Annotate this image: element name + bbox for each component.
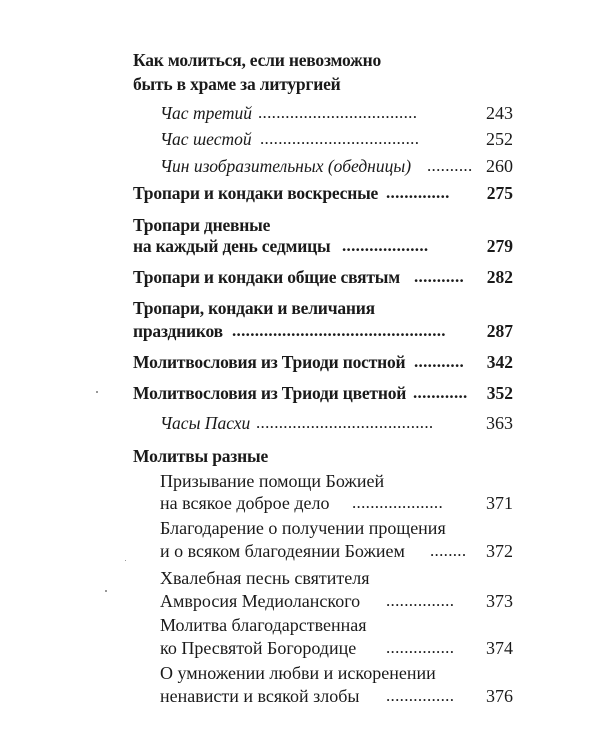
toc-page-number: 374 xyxy=(486,638,513,658)
scan-speck xyxy=(96,391,98,393)
toc-heading-text: Хвалебная песнь святителя xyxy=(160,568,370,588)
toc-entry[interactable] xyxy=(0,538,600,564)
toc-leader-dots: ............ xyxy=(413,383,468,402)
toc-entry[interactable] xyxy=(0,380,600,406)
toc-leader-dots: ............... xyxy=(386,686,455,705)
toc-entry-title: на всякое доброе дело xyxy=(160,493,330,513)
toc-entry-title: Тропари и кондаки воскресные xyxy=(133,183,379,203)
toc-leader-dots: ............... xyxy=(386,591,455,610)
toc-leader-dots: ........ xyxy=(430,541,467,560)
toc-heading-text: Как молиться, если невозможно xyxy=(133,50,382,70)
toc-heading-text: Молитва благодарственная xyxy=(160,615,367,635)
toc-entry[interactable] xyxy=(0,100,600,126)
toc-leader-dots: ................... xyxy=(342,236,429,255)
toc-page-number: 275 xyxy=(486,183,513,203)
toc-entry-title: Тропари и кондаки общие святым xyxy=(133,267,400,287)
toc-entry-title: на каждый день седмицы xyxy=(133,236,331,256)
toc-page-number: 352 xyxy=(486,383,513,403)
toc-page-number: 243 xyxy=(486,103,513,123)
toc-entry[interactable] xyxy=(0,318,600,344)
toc-leader-dots: .......... xyxy=(427,156,473,175)
scan-speck xyxy=(105,590,107,592)
toc-entry-title: ненависти и всякой злобы xyxy=(160,686,360,706)
toc-heading-text: Тропари, кондаки и величания xyxy=(133,298,375,318)
toc-heading-text: Тропари дневные xyxy=(133,215,271,235)
toc-entry[interactable] xyxy=(0,683,600,709)
toc-leader-dots: ............... xyxy=(386,638,455,657)
toc-page-number: 282 xyxy=(486,267,513,287)
toc-heading-text: Благодарение о получении прощения xyxy=(160,518,446,538)
toc-entry[interactable] xyxy=(0,588,600,614)
toc-page-number: 371 xyxy=(486,493,513,513)
toc-heading-text: Молитвы разные xyxy=(133,446,269,466)
toc-entry[interactable] xyxy=(0,490,600,516)
toc-page-number: 287 xyxy=(486,321,513,341)
toc-entry-title: Амвросия Медиоланского xyxy=(160,591,361,611)
toc-heading-text: быть в храме за литургией xyxy=(133,74,341,94)
toc-page-number: 252 xyxy=(486,129,513,149)
toc-entry-title: Час шестой xyxy=(160,129,252,149)
toc-leader-dots: ........... xyxy=(414,352,465,371)
toc-leader-dots: ................................... xyxy=(260,129,420,148)
toc-entry-title: Чин изобразительных (обедницы) xyxy=(160,156,412,176)
toc-entry[interactable] xyxy=(0,126,600,152)
toc-leader-dots: ........... xyxy=(414,267,465,286)
toc-heading-line xyxy=(0,71,600,97)
toc-entry[interactable] xyxy=(0,635,600,661)
scan-speck xyxy=(125,560,126,561)
toc-heading-text: О умножении любви и искоренении xyxy=(160,663,436,683)
toc-page-number: 279 xyxy=(486,236,513,256)
toc-page-number: 372 xyxy=(486,541,513,561)
toc-entry-title: и о всяком благодеянии Божием xyxy=(160,541,405,561)
toc-page-number: 373 xyxy=(486,591,513,611)
toc-page-number: 363 xyxy=(486,413,513,433)
toc-page-number: 342 xyxy=(486,352,513,372)
toc-entry[interactable] xyxy=(0,233,600,259)
toc-entry-title: Часы Пасхи xyxy=(160,413,251,433)
toc-entry[interactable] xyxy=(0,349,600,375)
toc-entry[interactable] xyxy=(0,153,600,179)
toc-page-number: 260 xyxy=(486,156,513,176)
toc-entry[interactable] xyxy=(0,410,600,436)
toc-entry-title: праздников xyxy=(133,321,223,341)
toc-heading-text: Призывание помощи Божией xyxy=(160,471,385,491)
toc-heading-line xyxy=(0,47,600,73)
toc-leader-dots: .............. xyxy=(386,183,450,202)
toc-entry[interactable] xyxy=(0,264,600,290)
toc-entry-title: Молитвословия из Триоди цветной xyxy=(133,383,407,403)
toc-entry[interactable] xyxy=(0,180,600,206)
toc-entry-title: ко Пресвятой Богородице xyxy=(160,638,357,658)
toc-page-number: 376 xyxy=(486,686,513,706)
toc-leader-dots: ............................................... xyxy=(232,321,446,340)
toc-entry-title: Час третий xyxy=(160,103,253,123)
toc-leader-dots: ....................................... xyxy=(256,413,434,432)
toc-entry-title: Молитвословия из Триоди постной xyxy=(133,352,406,372)
toc-heading-line xyxy=(0,443,600,469)
toc-leader-dots: ................................... xyxy=(258,103,418,122)
toc-leader-dots: .................... xyxy=(352,493,443,512)
